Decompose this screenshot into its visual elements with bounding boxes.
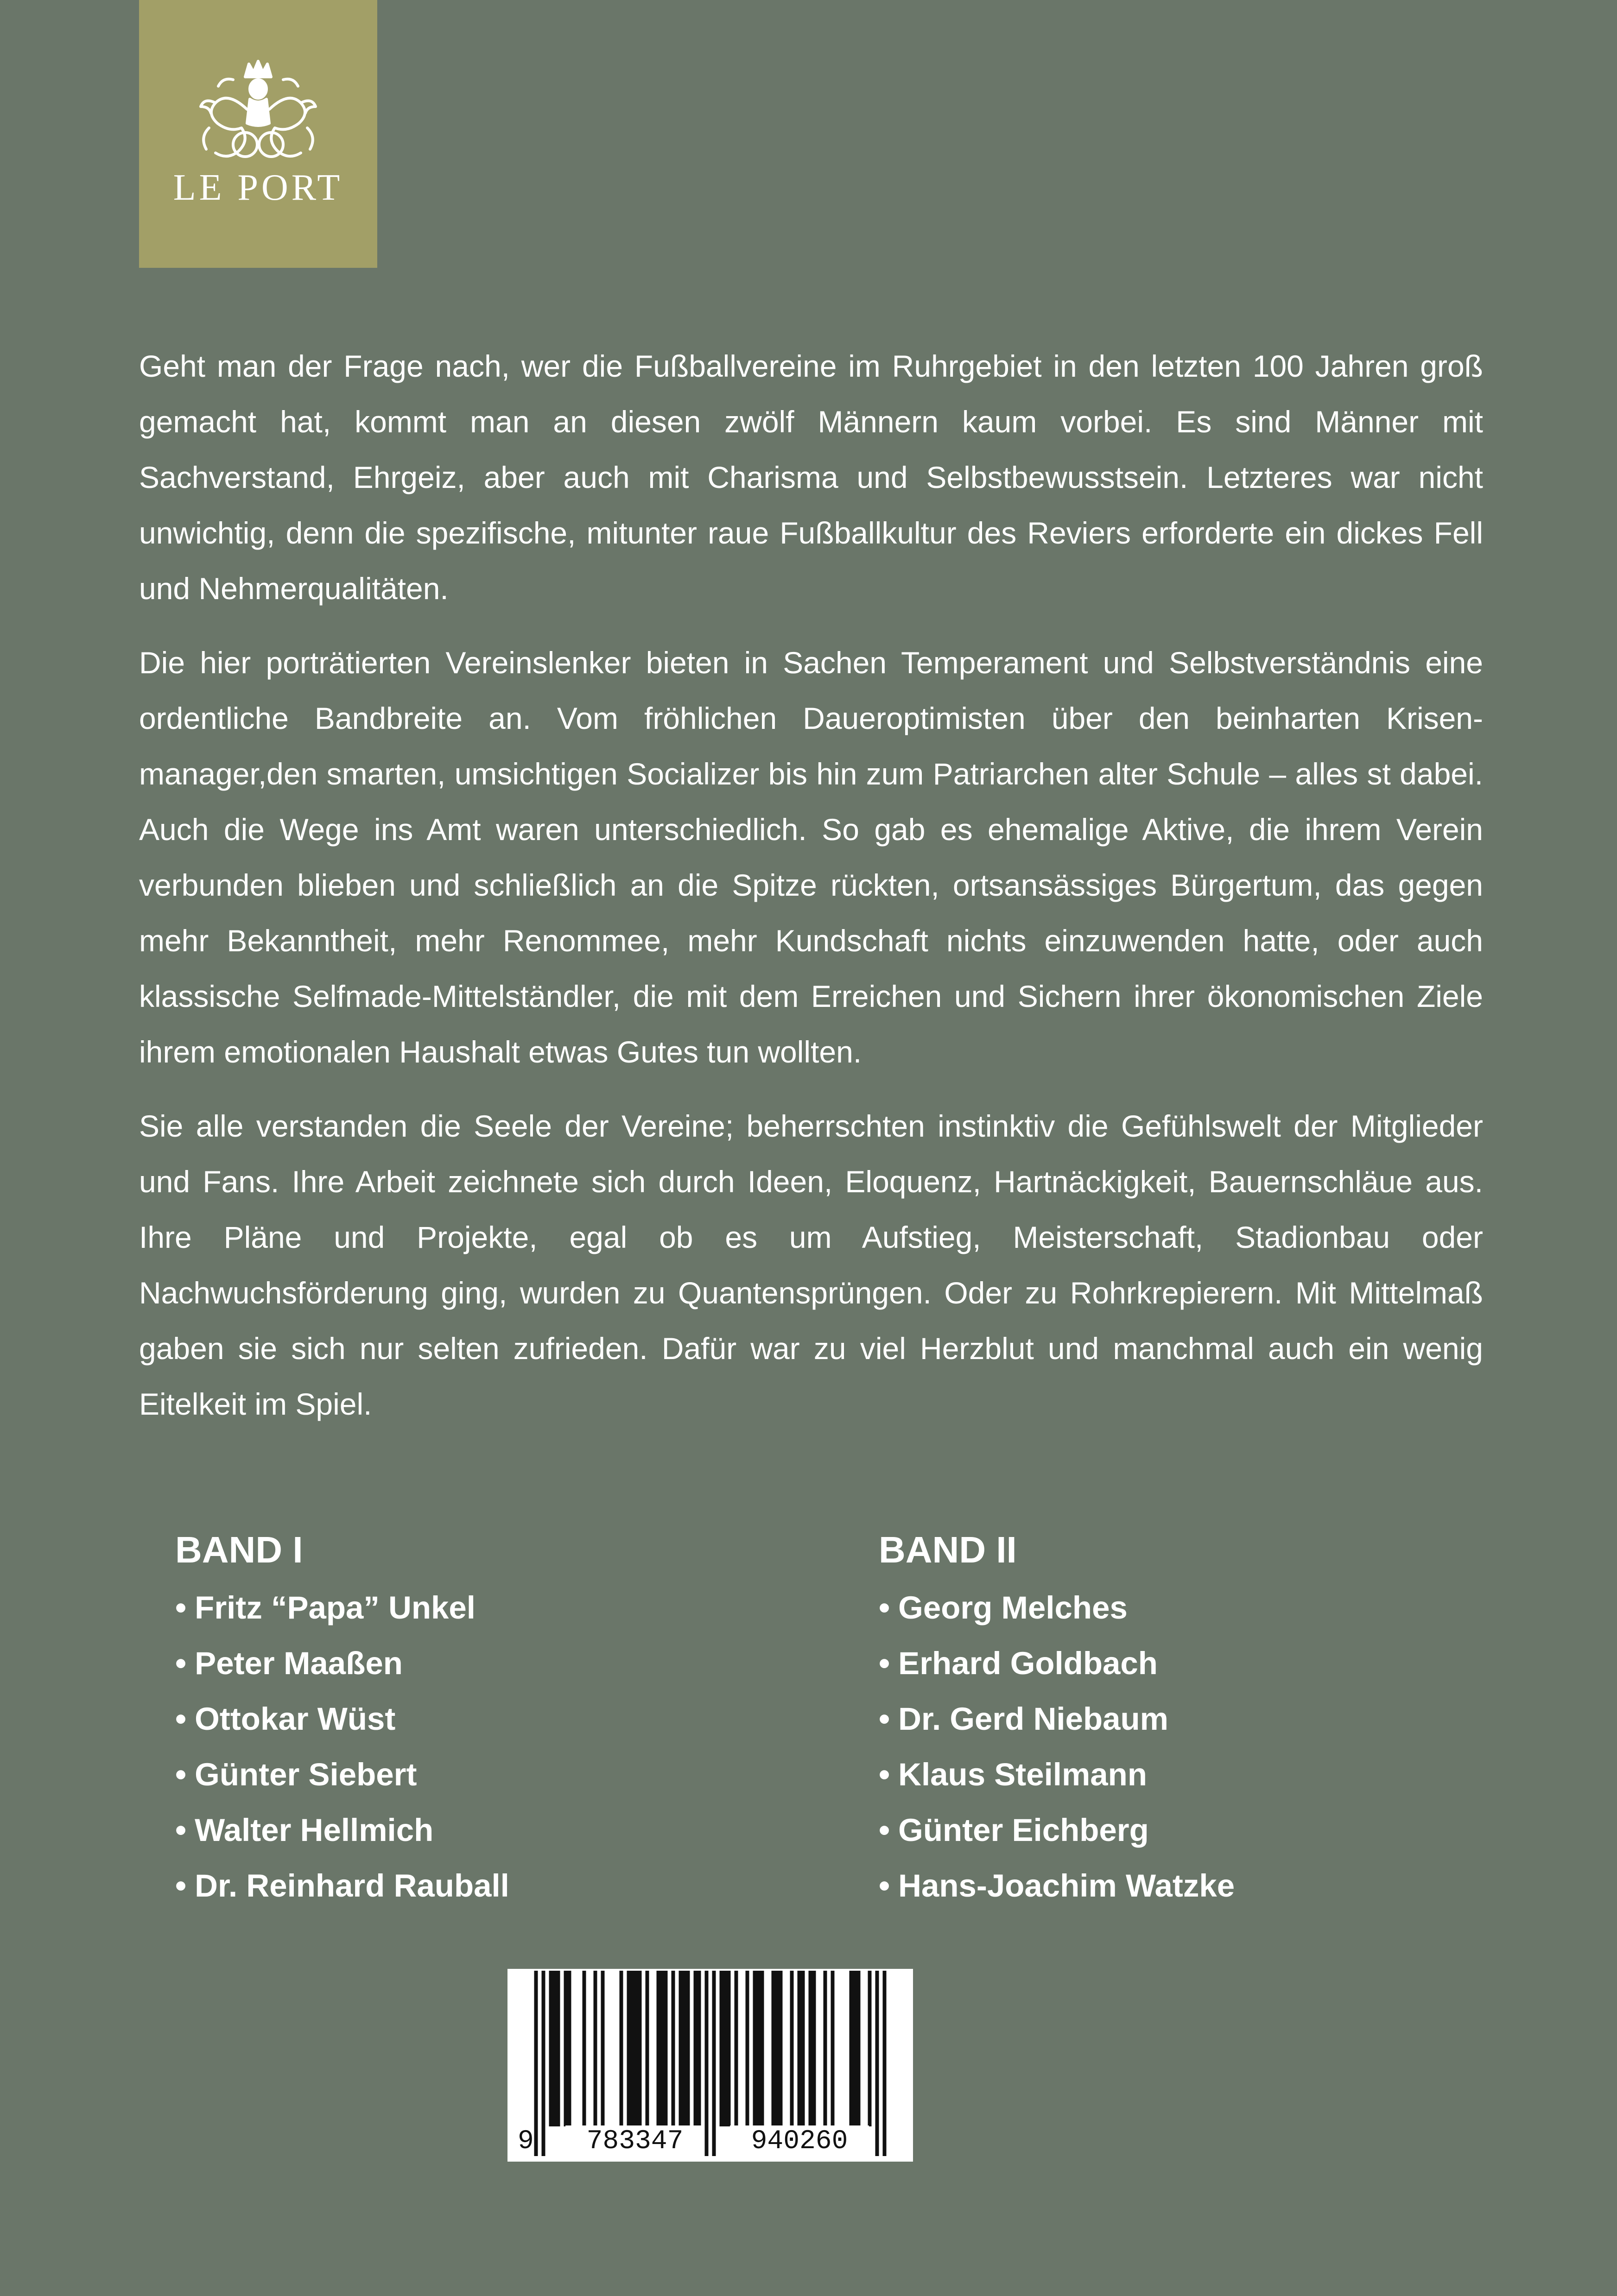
barcode-bar xyxy=(798,1971,801,2126)
barcode-lead-digit: 9 xyxy=(518,2125,534,2158)
barcode-bar xyxy=(857,1971,861,2126)
barcode-guard-bar xyxy=(883,1971,887,2156)
person-name: Günter Siebert xyxy=(195,1757,417,1792)
barcode-guard-bar xyxy=(705,1971,709,2156)
blurb-paragraph: Geht man der Frage nach, wer die Fußballvereine im Ruhrgebiet in den letzten 100 Jahren groß gemacht hat, kommt man an diesen zwölf Männern kaum vorbei. Es sind Männer mit Sachverstand, Ehrgeiz, aber auch mit Charisma und Selbstbewusstsein. Letzteres war nicht unwichtig, denn die spezifische, mitunter raue Fußballkultur des Reviers erforderte ein dickes Fell und Nehmerqualitäten. xyxy=(139,349,1483,606)
publisher-logo xyxy=(139,0,377,268)
bullet-icon: • xyxy=(879,1701,890,1737)
barcode-guard-bar xyxy=(534,1971,538,2156)
person-name: Klaus Steilmann xyxy=(898,1757,1147,1792)
barcode-bar xyxy=(631,1971,634,2126)
list-item xyxy=(879,1747,1235,1803)
blurb-paragraph: Die hier porträtierten Vereinslenker bieten in Sachen Temperament und Selbstverständnis eine ordentliche Bandbreite an. Vom fröhlichen Daueroptimisten über den beinharten Krisenmanager,den smarten, umsichtigen Socializer bis hin zum Patriarchen alter Schule – alles st dabei. Auch die Wege ins Amt waren unterschiedlich. So gab es ehemalige Aktive, die ihrem Verein verbunden blieben und schließlich an die Spitze rückten, ortsansässiges Bürgertum, das gegen mehr Bekanntheit, mehr Renommee, mehr Kundschaft nichts einzuwenden hatte, oder auch klassische Selfmade-Mittelständler, die mit dem Erreichen und Sichern ihrer ökonomischen Ziele ihrem emotionalen Haushalt etwas Gutes tun wollten. xyxy=(139,645,1483,1069)
barcode-bar xyxy=(868,1971,872,2126)
person-name: Günter Eichberg xyxy=(898,1812,1149,1848)
bullet-icon: • xyxy=(879,1757,890,1792)
barcode-bar xyxy=(779,1971,783,2126)
list-item xyxy=(175,1747,509,1803)
barcode-bar xyxy=(720,1971,723,2126)
list-item xyxy=(175,1636,509,1691)
barcode-guard-bar xyxy=(542,1971,545,2156)
barcode-bar xyxy=(657,1971,660,2126)
list-item xyxy=(175,1691,509,1747)
list-item xyxy=(175,1580,509,1636)
barcode-bar xyxy=(775,1971,779,2126)
isbn-barcode xyxy=(507,1969,913,2162)
band-2-column xyxy=(879,1520,1235,1914)
barcode-bar xyxy=(757,1971,761,2126)
barcode-bar xyxy=(583,1971,586,2126)
barcode-bar xyxy=(753,1971,757,2126)
band-1-column xyxy=(175,1520,509,1914)
bullet-icon: • xyxy=(175,1590,187,1626)
barcode-bar xyxy=(646,1971,649,2126)
band-title: BAND I xyxy=(175,1529,303,1570)
barcode-bar xyxy=(790,1971,794,2126)
barcode-bar xyxy=(620,1971,623,2126)
barcode-bar xyxy=(679,1971,683,2126)
barcode-bar xyxy=(824,1971,827,2126)
list-item xyxy=(175,1803,509,1858)
barcode-bar xyxy=(812,1971,816,2126)
person-name: Fritz “Papa” Unkel xyxy=(195,1590,476,1626)
barcode-bar xyxy=(686,1971,690,2126)
barcode-bar xyxy=(638,1971,642,2126)
bullet-icon: • xyxy=(175,1868,187,1904)
barcode-bar xyxy=(683,1971,686,2126)
person-name: Ottokar Wüst xyxy=(195,1701,396,1737)
person-name: Georg Melches xyxy=(898,1590,1128,1626)
barcode-right-digits: 940260 xyxy=(730,2125,869,2158)
barcode-bar xyxy=(594,1971,597,2126)
barcode-bar xyxy=(831,1971,835,2126)
barcode-bar xyxy=(660,1971,664,2126)
barcode-guard-bar xyxy=(875,1971,879,2156)
twin-sea-serpent-crest-icon xyxy=(190,58,326,168)
list-item xyxy=(879,1803,1235,1858)
person-name: Dr. Reinhard Rauball xyxy=(195,1868,509,1904)
barcode-bar xyxy=(801,1971,805,2126)
barcode-bar xyxy=(549,1971,553,2126)
barcode-bar xyxy=(601,1971,605,2126)
barcode-bar xyxy=(809,1971,812,2126)
list-item xyxy=(879,1636,1235,1691)
person-name: Peter Maaßen xyxy=(195,1645,403,1681)
barcode-bar xyxy=(850,1971,853,2126)
back-cover-blurb xyxy=(139,338,1483,1450)
band-title: BAND II xyxy=(879,1529,1017,1570)
band-name-list xyxy=(879,1580,1235,1914)
barcode-bar xyxy=(664,1971,668,2126)
publisher-name: LE PORT xyxy=(173,167,343,208)
barcode-bar xyxy=(672,1971,675,2126)
list-item xyxy=(879,1691,1235,1747)
bullet-icon: • xyxy=(175,1645,187,1681)
barcode-bar xyxy=(557,1971,560,2126)
bullet-icon: • xyxy=(175,1757,187,1792)
bullet-icon: • xyxy=(175,1701,187,1737)
list-item xyxy=(175,1858,509,1914)
barcode-bar xyxy=(634,1971,638,2126)
barcode-bar xyxy=(564,1971,568,2126)
band-name-list xyxy=(175,1580,509,1914)
person-name: Hans-Joachim Watzke xyxy=(898,1868,1235,1904)
barcode-bar xyxy=(761,1971,764,2126)
barcode-bar xyxy=(735,1971,738,2126)
barcode-bar xyxy=(723,1971,727,2126)
bullet-icon: • xyxy=(879,1590,890,1626)
blurb-paragraph: Sie alle verstanden die Seele der Vereine; beherrschten instinktiv die Gefühlswelt der Mitglieder und Fans. Ihre Arbeit zeichnete sich durch Ideen, Eloquenz, Hartnäckigkeit, Bauernschläue aus. Ihre Pläne und Projekte, egal ob es um Aufstieg, Meisterschaft, Stadionbau oder Nachwuchsförderung ging, wurden zu Quantensprüngen. Oder zu Rohrkrepierern. Mit Mittelmaß gaben sie sich nur selten zufrieden. Dafür war zu viel Herzblut und manchmal auch ein wenig Eitelkeit im Spiel. xyxy=(139,1109,1483,1421)
person-name: Dr. Gerd Niebaum xyxy=(898,1701,1168,1737)
barcode-bar xyxy=(627,1971,631,2126)
barcode-bar xyxy=(553,1971,557,2126)
barcode-bar xyxy=(772,1971,775,2126)
barcode-bar xyxy=(746,1971,749,2126)
barcode-bar xyxy=(727,1971,731,2126)
list-item xyxy=(879,1858,1235,1914)
barcode-left-digits: 783347 xyxy=(565,2125,704,2158)
person-name: Erhard Goldbach xyxy=(898,1645,1158,1681)
barcode-guard-bar xyxy=(712,1971,716,2156)
bullet-icon: • xyxy=(879,1868,890,1904)
barcode-bar xyxy=(853,1971,857,2126)
bullet-icon: • xyxy=(879,1645,890,1681)
list-item xyxy=(879,1580,1235,1636)
bullet-icon: • xyxy=(879,1812,890,1848)
person-name: Walter Hellmich xyxy=(195,1812,434,1848)
barcode-bar xyxy=(568,1971,571,2126)
bullet-icon: • xyxy=(175,1812,187,1848)
barcode-bar xyxy=(694,1971,698,2126)
barcode-bar xyxy=(698,1971,701,2126)
